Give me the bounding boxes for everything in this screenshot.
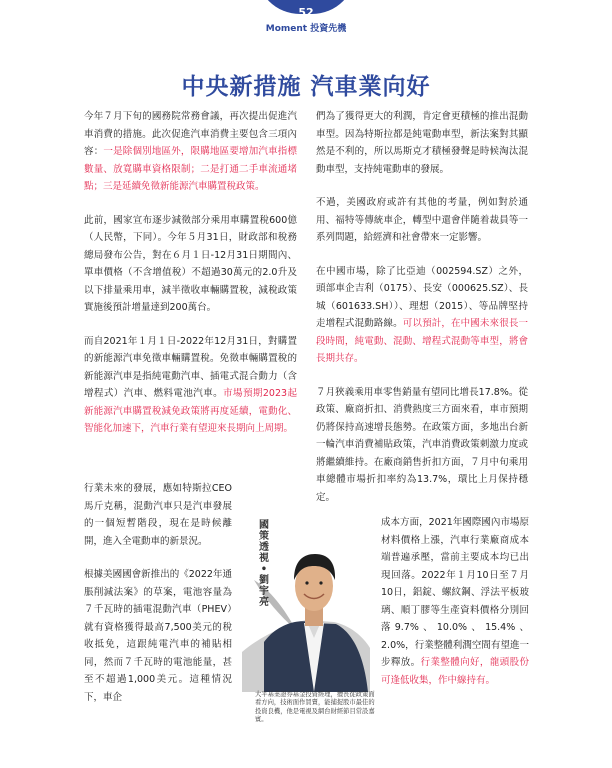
highlight-text: 市場預期2023起新能源汽車購置稅減免政策將再度延續，電動化、智能化加速下，汽車行業有望迎來長期向上周期。	[84, 388, 297, 434]
highlight-text: 一是除個別地區外，限購地區要增加汽車指標數量、放寬購車資格限制；二是打通二手車流通堵點；三是延續免徵新能源汽車購置稅政策。	[84, 146, 297, 192]
paragraph: ７月狹義乘用車零售銷量有望同比增長17.8%。從政策、廠商折扣、消費熱度三方面來看，車市預期仍將保持高速增長態勢。在政策方面，多地出台新一輪汽車消費補貼政策，汽車消費政策刺激力度或將繼續維持。在廠商銷售折扣方面，７月中旬乘用車總體市場折扣率約為13.7%，環比上月保持穩定。	[316, 386, 528, 503]
right-column-narrow	[381, 514, 529, 705]
highlight-text: 行業整體向好，龍頭股份可逢低收集，作中線持有。	[381, 657, 529, 686]
paragraph: 此前，國家宣布逐步減徵部分乘用車購置稅600億（人民幣，下同）。今年５月31日，財政部和稅務總局發布公告，對在６月１日-12月31日期間內、單車價格（不含增值稅）不超過30萬元的2.0升及以下排量乘用車，減半徵收車輛購置稅，減稅政策實施後預計增量達到200萬台。	[84, 214, 297, 313]
paragraph: 根據美國國會新推出的《2022年通脹削減法案》的草案，電池容量為７千瓦時的插電混動汽車（PHEV）就有資格獲得最高7,500美元的稅收抵免，這跟純電汽車的補貼相同，然而７千瓦時的電池能量，甚至不超過1,000美元。這種情況下，車企	[84, 569, 232, 703]
paragraph: 們為了獲得更大的利潤，肯定會更積極的推出混動車型。因為特斯拉都是純電動車型，新法案對其顯然是不利的，所以馬斯克才積極發聲是時候淘汰混動車型，支持純電動車的發展。	[316, 111, 528, 175]
column-name: 國策透視	[259, 520, 269, 564]
highlight-text: 可以預計，在中國未來很長一段時間，純電動、混動、增程式混動等車型，將會長期共存。	[316, 318, 528, 364]
paragraph-text: 在中國市場，除了比亞迪（002594.SZ）之外，頭部車企吉利（0175）、長安（000625.SZ）、長城（601633.SH））、理想（2015）、等品牌堅持走增程式混動路線。	[316, 265, 528, 329]
magazine-brand: Moment 投資先機	[265, 24, 347, 34]
paragraph	[316, 263, 528, 368]
byline-separator: •	[260, 564, 268, 575]
author-byline	[255, 520, 273, 608]
left-column-narrow	[84, 480, 232, 722]
paragraph: 不過，美國政府或許有其他的考量，例如對於通用、福特等傳統車企，轉型中還會伴隨着裁員等一系列問題，給經濟和社會帶來一定影響。	[316, 197, 528, 243]
article-title: 中央新措施 汽車業向好	[181, 74, 431, 100]
paragraph	[84, 108, 297, 196]
author-caption: 大平基業證券基金投資經理，擅長從政策面看方向，技術面作買賣，能捕捉股市最佳的投資良機，他是電視及網台財經節目常設嘉賓。	[255, 691, 375, 724]
page-number: 52	[298, 6, 314, 19]
paragraph: 行業未來的發展，應如特斯拉CEO馬斤克稱，混動汽車只是汽車發展的一個短暫階段，現在是時候離開，進入全電動車的新景況。	[84, 483, 232, 547]
paragraph-text: 今年７月下旬的國務院常務會議，再次提出促進汽車消費的措施。此次促進汽車消費主要包含三項內容：	[84, 111, 297, 157]
paragraph	[84, 333, 297, 438]
right-column	[316, 108, 528, 522]
left-column	[84, 108, 297, 454]
paragraph-text: 而自2021年１月１日-2022年12月31日，對購置的新能源汽車免徵車輛購置稅。免徵車輛購置稅的新能源汽車是指純電動汽車、插電式混合動力（含增程式）汽車、燃料電池汽車。	[84, 335, 297, 399]
author-name: 劉宇亮	[259, 575, 269, 608]
paragraph	[381, 514, 529, 689]
paragraph-text: 成本方面，2021年國際國內市場原材料價格上漲，汽車行業廠商成本端普遍承壓，當前主要成本均已出現回落。2022年１月10日至７月10日，鋁錠、螺紋鋼、浮法平板玻璃、順丁膠等生產資料價格分別回落9.7%、10.0%、15.4%、2.0%，行業整體利潤空間有望進一步釋放。	[381, 517, 529, 668]
